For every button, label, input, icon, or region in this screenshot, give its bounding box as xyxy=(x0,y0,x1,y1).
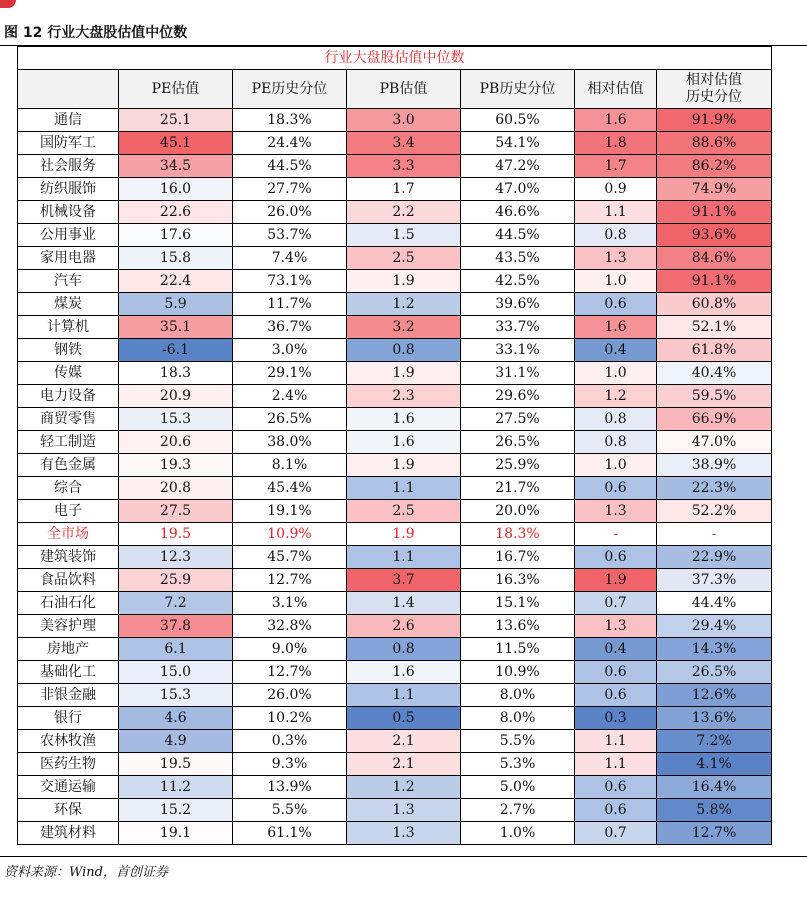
table-header-row xyxy=(18,70,772,109)
value-cell: 2.5 xyxy=(347,247,461,270)
value-cell: 45.1 xyxy=(119,132,233,155)
value-cell: 0.6 xyxy=(575,293,657,316)
value-cell: 15.1% xyxy=(461,592,575,615)
table-row xyxy=(18,730,772,753)
industry-name-cell: 电子 xyxy=(18,500,119,523)
value-cell: 3.0 xyxy=(347,109,461,132)
value-cell: 93.6% xyxy=(657,224,772,247)
table-row xyxy=(18,822,772,845)
value-cell: 4.6 xyxy=(119,707,233,730)
value-cell: 0.3% xyxy=(233,730,347,753)
value-cell: 20.8 xyxy=(119,477,233,500)
industry-name-cell: 环保 xyxy=(18,799,119,822)
value-cell: 36.7% xyxy=(233,316,347,339)
value-cell: 5.5% xyxy=(461,730,575,753)
value-cell: 2.5 xyxy=(347,500,461,523)
value-cell: 52.2% xyxy=(657,500,772,523)
industry-name-cell: 美容护理 xyxy=(18,615,119,638)
industry-name-cell: 医药生物 xyxy=(18,753,119,776)
value-cell: 37.3% xyxy=(657,569,772,592)
table-row xyxy=(18,293,772,316)
value-cell: 0.5 xyxy=(347,707,461,730)
value-cell: 39.6% xyxy=(461,293,575,316)
industry-name-cell: 钢铁 xyxy=(18,339,119,362)
value-cell: 26.5% xyxy=(657,661,772,684)
industry-name-cell: 机械设备 xyxy=(18,201,119,224)
value-cell: 22.3% xyxy=(657,477,772,500)
value-cell: 0.4 xyxy=(575,339,657,362)
industry-name-cell: 食品饮料 xyxy=(18,569,119,592)
header-cell-4: PB历史分位 xyxy=(461,70,575,109)
value-cell: 12.7% xyxy=(657,822,772,845)
value-cell: 38.0% xyxy=(233,431,347,454)
value-cell: 5.5% xyxy=(233,799,347,822)
value-cell: 86.2% xyxy=(657,155,772,178)
table-row xyxy=(18,339,772,362)
value-cell: 12.7% xyxy=(233,569,347,592)
value-cell: 20.6 xyxy=(119,431,233,454)
value-cell: 43.5% xyxy=(461,247,575,270)
header-cell-3: PB估值 xyxy=(347,70,461,109)
value-cell: 26.0% xyxy=(233,684,347,707)
value-cell: 5.9 xyxy=(119,293,233,316)
value-cell: 38.9% xyxy=(657,454,772,477)
value-cell: 1.3 xyxy=(347,799,461,822)
value-cell: 5.8% xyxy=(657,799,772,822)
value-cell: 1.1 xyxy=(575,753,657,776)
value-cell: 1.8 xyxy=(575,132,657,155)
value-cell: 5.3% xyxy=(461,753,575,776)
value-cell: 61.1% xyxy=(233,822,347,845)
value-cell: 91.9% xyxy=(657,109,772,132)
value-cell: 1.9 xyxy=(347,454,461,477)
value-cell: 6.1 xyxy=(119,638,233,661)
table-row xyxy=(18,546,772,569)
table-row xyxy=(18,707,772,730)
value-cell: 25.1 xyxy=(119,109,233,132)
value-cell: 1.1 xyxy=(575,730,657,753)
value-cell: 27.5 xyxy=(119,500,233,523)
header-cell-6: 相对估值 历史分位 xyxy=(657,70,772,109)
industry-name-cell: 通信 xyxy=(18,109,119,132)
table-row xyxy=(18,155,772,178)
value-cell: 2.3 xyxy=(347,385,461,408)
table-row xyxy=(18,201,772,224)
industry-name-cell: 计算机 xyxy=(18,316,119,339)
value-cell: 2.4% xyxy=(233,385,347,408)
table-row xyxy=(18,569,772,592)
value-cell: 31.1% xyxy=(461,362,575,385)
value-cell: 0.8 xyxy=(347,638,461,661)
industry-name-cell: 家用电器 xyxy=(18,247,119,270)
value-cell: 47.0% xyxy=(461,178,575,201)
table-row xyxy=(18,408,772,431)
industry-name-cell: 汽车 xyxy=(18,270,119,293)
value-cell: 20.9 xyxy=(119,385,233,408)
value-cell: 47.0% xyxy=(657,431,772,454)
table-row xyxy=(18,477,772,500)
table-body xyxy=(18,109,772,845)
value-cell: 40.4% xyxy=(657,362,772,385)
value-cell: 2.7% xyxy=(461,799,575,822)
value-cell: 12.3 xyxy=(119,546,233,569)
value-cell: 1.3 xyxy=(347,822,461,845)
industry-name-cell: 综合 xyxy=(18,477,119,500)
value-cell: 18.3% xyxy=(461,523,575,546)
source-note: 资料来源：Wind，首创证券 xyxy=(4,865,168,880)
industry-name-cell: 银行 xyxy=(18,707,119,730)
industry-name-cell: 建筑装饰 xyxy=(18,546,119,569)
value-cell: 60.8% xyxy=(657,293,772,316)
header-cell-1: PE估值 xyxy=(119,70,233,109)
value-cell: 0.6 xyxy=(575,477,657,500)
value-cell: - xyxy=(575,523,657,546)
value-cell: 66.9% xyxy=(657,408,772,431)
value-cell: 21.7% xyxy=(461,477,575,500)
value-cell: 8.0% xyxy=(461,707,575,730)
value-cell: 24.4% xyxy=(233,132,347,155)
table-row xyxy=(18,132,772,155)
value-cell: 15.3 xyxy=(119,684,233,707)
industry-name-cell: 全市场 xyxy=(18,523,119,546)
corner-logo-mark xyxy=(0,0,16,8)
value-cell: 34.5 xyxy=(119,155,233,178)
value-cell: 1.9 xyxy=(347,362,461,385)
industry-name-cell: 商贸零售 xyxy=(18,408,119,431)
value-cell: 1.0 xyxy=(575,270,657,293)
valuation-table xyxy=(17,46,772,845)
value-cell: 1.3 xyxy=(575,500,657,523)
value-cell: 3.7 xyxy=(347,569,461,592)
value-cell: 18.3% xyxy=(233,109,347,132)
value-cell: 91.1% xyxy=(657,201,772,224)
value-cell: 1.6 xyxy=(575,109,657,132)
table-row xyxy=(18,224,772,247)
value-cell: 29.6% xyxy=(461,385,575,408)
table-row xyxy=(18,615,772,638)
value-cell: 26.0% xyxy=(233,201,347,224)
industry-name-cell: 有色金属 xyxy=(18,454,119,477)
value-cell: 91.1% xyxy=(657,270,772,293)
value-cell: 22.9% xyxy=(657,546,772,569)
industry-name-cell: 纺织服饰 xyxy=(18,178,119,201)
value-cell: 44.5% xyxy=(461,224,575,247)
value-cell: 52.1% xyxy=(657,316,772,339)
industry-name-cell: 非银金融 xyxy=(18,684,119,707)
value-cell: 12.6% xyxy=(657,684,772,707)
value-cell: 29.1% xyxy=(233,362,347,385)
value-cell: 27.5% xyxy=(461,408,575,431)
value-cell: 0.6 xyxy=(575,799,657,822)
value-cell: 16.4% xyxy=(657,776,772,799)
value-cell: 33.7% xyxy=(461,316,575,339)
value-cell: 44.5% xyxy=(233,155,347,178)
value-cell: 0.6 xyxy=(575,661,657,684)
value-cell: 1.0 xyxy=(575,362,657,385)
figure-caption: 图 12 行业大盘股估值中位数 xyxy=(4,25,188,41)
industry-name-cell: 电力设备 xyxy=(18,385,119,408)
industry-name-cell: 国防军工 xyxy=(18,132,119,155)
value-cell: 19.5 xyxy=(119,753,233,776)
value-cell: 1.9 xyxy=(575,569,657,592)
value-cell: 25.9 xyxy=(119,569,233,592)
industry-name-cell: 煤炭 xyxy=(18,293,119,316)
value-cell: 84.6% xyxy=(657,247,772,270)
value-cell: 4.9 xyxy=(119,730,233,753)
value-cell: 0.8 xyxy=(575,431,657,454)
value-cell: 2.1 xyxy=(347,730,461,753)
industry-name-cell: 轻工制造 xyxy=(18,431,119,454)
table-row xyxy=(18,661,772,684)
value-cell: 7.2% xyxy=(657,730,772,753)
value-cell: 1.2 xyxy=(347,293,461,316)
value-cell: 10.2% xyxy=(233,707,347,730)
value-cell: 1.5 xyxy=(347,224,461,247)
value-cell: 60.5% xyxy=(461,109,575,132)
value-cell: 44.4% xyxy=(657,592,772,615)
value-cell: 0.6 xyxy=(575,684,657,707)
value-cell: 8.1% xyxy=(233,454,347,477)
value-cell: 11.7% xyxy=(233,293,347,316)
value-cell: 19.1 xyxy=(119,822,233,845)
value-cell: 29.4% xyxy=(657,615,772,638)
industry-name-cell: 基础化工 xyxy=(18,661,119,684)
value-cell: 0.6 xyxy=(575,776,657,799)
table-row xyxy=(18,454,772,477)
value-cell: 7.2 xyxy=(119,592,233,615)
industry-name-cell: 交通运输 xyxy=(18,776,119,799)
table-row xyxy=(18,592,772,615)
value-cell: 1.3 xyxy=(575,615,657,638)
value-cell: 1.9 xyxy=(347,270,461,293)
value-cell: 12.7% xyxy=(233,661,347,684)
value-cell: 1.1 xyxy=(347,546,461,569)
value-cell: 2.1 xyxy=(347,753,461,776)
value-cell: 13.6% xyxy=(461,615,575,638)
value-cell: 5.0% xyxy=(461,776,575,799)
table-row xyxy=(18,753,772,776)
value-cell: 15.3 xyxy=(119,408,233,431)
table-title: 行业大盘股估值中位数 xyxy=(18,47,772,70)
value-cell: 1.1 xyxy=(575,201,657,224)
value-cell: 9.3% xyxy=(233,753,347,776)
industry-name-cell: 公用事业 xyxy=(18,224,119,247)
value-cell: 46.6% xyxy=(461,201,575,224)
value-cell: 1.7 xyxy=(347,178,461,201)
table-row xyxy=(18,500,772,523)
table-row xyxy=(18,431,772,454)
value-cell: 22.4 xyxy=(119,270,233,293)
table-row xyxy=(18,684,772,707)
table-row xyxy=(18,799,772,822)
industry-name-cell: 石油石化 xyxy=(18,592,119,615)
value-cell: 1.7 xyxy=(575,155,657,178)
value-cell: 3.3 xyxy=(347,155,461,178)
value-cell: 11.2 xyxy=(119,776,233,799)
value-cell: 74.9% xyxy=(657,178,772,201)
value-cell: 14.3% xyxy=(657,638,772,661)
industry-name-cell: 社会服务 xyxy=(18,155,119,178)
value-cell: 0.3 xyxy=(575,707,657,730)
value-cell: 0.8 xyxy=(347,339,461,362)
value-cell: 9.0% xyxy=(233,638,347,661)
value-cell: 0.4 xyxy=(575,638,657,661)
table-row xyxy=(18,316,772,339)
value-cell: 32.8% xyxy=(233,615,347,638)
value-cell: 1.0 xyxy=(575,454,657,477)
industry-name-cell: 农林牧渔 xyxy=(18,730,119,753)
value-cell: 33.1% xyxy=(461,339,575,362)
value-cell: 37.8 xyxy=(119,615,233,638)
value-cell: 1.2 xyxy=(575,385,657,408)
value-cell: 15.8 xyxy=(119,247,233,270)
value-cell: 42.5% xyxy=(461,270,575,293)
header-cell-5: 相对估值 xyxy=(575,70,657,109)
header-cell-2: PE历史分位 xyxy=(233,70,347,109)
value-cell: 4.1% xyxy=(657,753,772,776)
value-cell: 16.3% xyxy=(461,569,575,592)
value-cell: 1.2 xyxy=(347,776,461,799)
value-cell: 35.1 xyxy=(119,316,233,339)
value-cell: 19.1% xyxy=(233,500,347,523)
value-cell: 8.0% xyxy=(461,684,575,707)
value-cell: 0.7 xyxy=(575,592,657,615)
table-row xyxy=(18,362,772,385)
value-cell: 10.9% xyxy=(233,523,347,546)
value-cell: 45.7% xyxy=(233,546,347,569)
value-cell: 1.6 xyxy=(347,408,461,431)
value-cell: 3.1% xyxy=(233,592,347,615)
value-cell: 27.7% xyxy=(233,178,347,201)
value-cell: 2.2 xyxy=(347,201,461,224)
value-cell: 54.1% xyxy=(461,132,575,155)
value-cell: 0.6 xyxy=(575,546,657,569)
table-row xyxy=(18,270,772,293)
table-row xyxy=(18,385,772,408)
industry-name-cell: 房地产 xyxy=(18,638,119,661)
value-cell: 16.7% xyxy=(461,546,575,569)
value-cell: 3.2 xyxy=(347,316,461,339)
value-cell: 15.0 xyxy=(119,661,233,684)
industry-name-cell: 传媒 xyxy=(18,362,119,385)
value-cell: 53.7% xyxy=(233,224,347,247)
table-row xyxy=(18,776,772,799)
value-cell: 88.6% xyxy=(657,132,772,155)
value-cell: 10.9% xyxy=(461,661,575,684)
value-cell: 2.6 xyxy=(347,615,461,638)
value-cell: 16.0 xyxy=(119,178,233,201)
value-cell: 26.5% xyxy=(233,408,347,431)
value-cell: 20.0% xyxy=(461,500,575,523)
value-cell: 19.5 xyxy=(119,523,233,546)
table-row xyxy=(18,109,772,132)
value-cell: 17.6 xyxy=(119,224,233,247)
value-cell: 61.8% xyxy=(657,339,772,362)
value-cell: 1.1 xyxy=(347,477,461,500)
value-cell: 22.6 xyxy=(119,201,233,224)
valuation-table-container xyxy=(17,46,771,845)
value-cell: 47.2% xyxy=(461,155,575,178)
value-cell: 13.9% xyxy=(233,776,347,799)
value-cell: 26.5% xyxy=(461,431,575,454)
value-cell: 0.8 xyxy=(575,224,657,247)
value-cell: 7.4% xyxy=(233,247,347,270)
value-cell: -6.1 xyxy=(119,339,233,362)
industry-name-cell: 建筑材料 xyxy=(18,822,119,845)
value-cell: 15.2 xyxy=(119,799,233,822)
value-cell: 0.7 xyxy=(575,822,657,845)
value-cell: 11.5% xyxy=(461,638,575,661)
value-cell: 73.1% xyxy=(233,270,347,293)
header-cell-industry xyxy=(18,70,119,109)
table-row xyxy=(18,638,772,661)
value-cell: 0.9 xyxy=(575,178,657,201)
value-cell: 25.9% xyxy=(461,454,575,477)
value-cell: 45.4% xyxy=(233,477,347,500)
value-cell: 1.6 xyxy=(347,661,461,684)
value-cell: 1.0% xyxy=(461,822,575,845)
value-cell: 1.6 xyxy=(575,316,657,339)
value-cell: 1.9 xyxy=(347,523,461,546)
value-cell: 3.4 xyxy=(347,132,461,155)
value-cell: 13.6% xyxy=(657,707,772,730)
value-cell: 19.3 xyxy=(119,454,233,477)
source-divider xyxy=(0,856,807,857)
table-row xyxy=(18,247,772,270)
value-cell: 1.4 xyxy=(347,592,461,615)
value-cell: 0.8 xyxy=(575,408,657,431)
value-cell: 3.0% xyxy=(233,339,347,362)
value-cell: 1.1 xyxy=(347,684,461,707)
table-row xyxy=(18,523,772,546)
value-cell: 59.5% xyxy=(657,385,772,408)
table-row xyxy=(18,178,772,201)
value-cell: 1.3 xyxy=(575,247,657,270)
value-cell: 18.3 xyxy=(119,362,233,385)
value-cell: - xyxy=(657,523,772,546)
value-cell: 1.6 xyxy=(347,431,461,454)
